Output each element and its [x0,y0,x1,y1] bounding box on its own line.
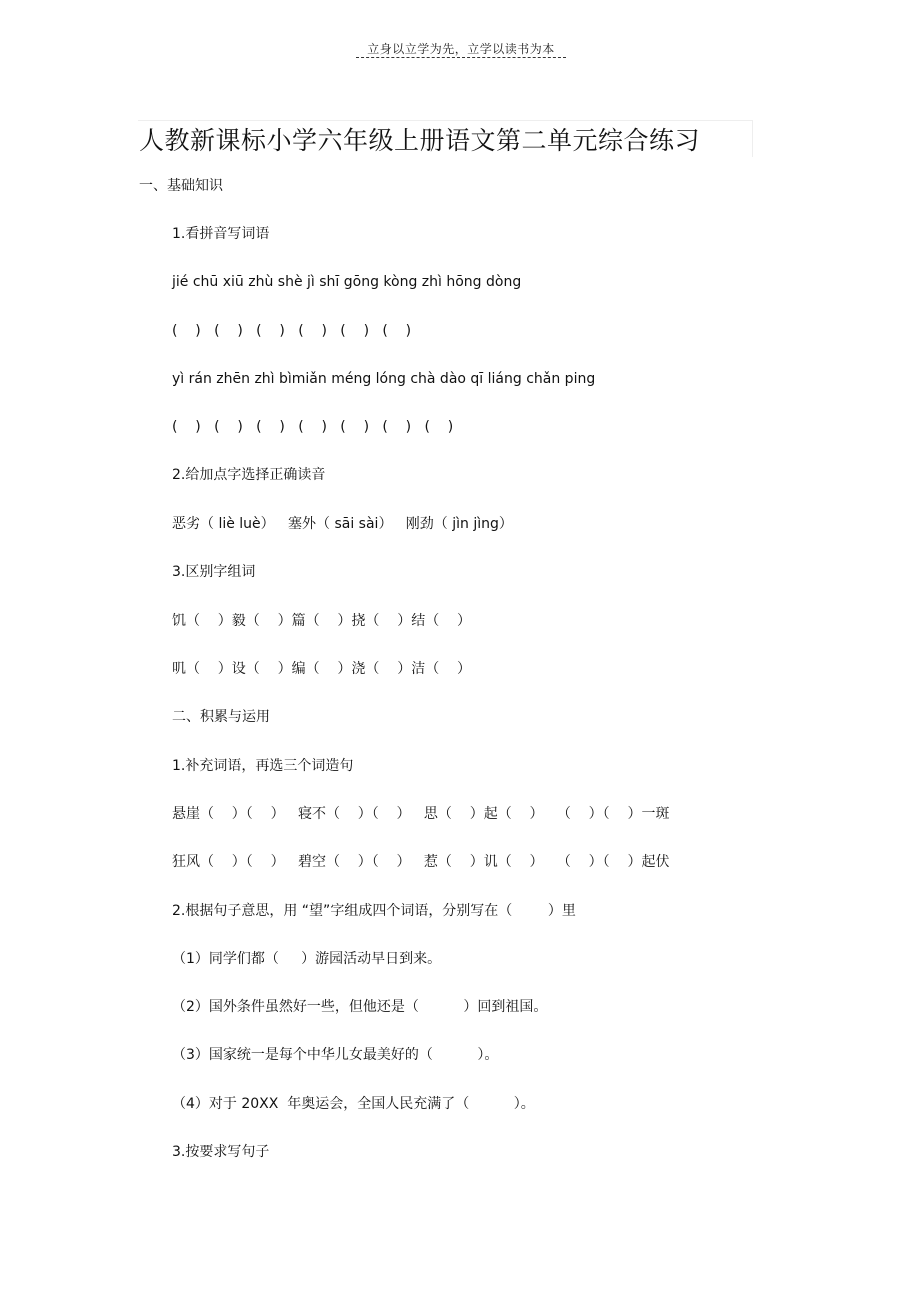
s2-q3-heading: 3.按要求写句子 [172,1144,270,1160]
q1-blanks-row2: ( ) ( ) ( ) ( ) ( ) ( ) ( ) [172,419,454,435]
q2-line: 恶劣（ liè luè） 塞外（ sāi sài） 刚劲（ jìn jìng） [172,516,513,532]
q1-heading: 1.看拼音写词语 [172,226,270,242]
s2-q2-item2: （2）国外条件虽然好一些，但他还是（ ）回到祖国。 [172,999,548,1015]
header-underline [356,57,566,58]
section2-heading: 二、积累与运用 [172,709,270,725]
q3-row2: 叽（ ）设（ ）编（ ）浇（ ）洁（ ） [172,661,472,677]
q3-row1: 饥（ ）毅（ ）篇（ ）挠（ ）结（ ） [172,613,472,629]
s2-q2-heading: 2.根据句子意思，用 “望”字组成四个词语，分别写在（ ）里 [172,903,576,919]
s2-q1-heading: 1.补充词语，再选三个词造句 [172,758,354,774]
s2-q2-item1: （1）同学们都（ ）游园活动早日到来。 [172,951,442,967]
s2-q2-item3: （3）国家统一是每个中华儿女最美好的（ ）。 [172,1047,499,1063]
s2-q1-row1: 悬崖（ ）（ ） 寝不（ ）（ ） 思（ ）起（ ） （ ）（ ）一斑 [172,806,670,822]
section1-heading: 一、基础知识 [139,178,223,194]
q3-heading: 3.区别字组词 [172,564,256,580]
q1-pinyin-row2: yì rán zhēn zhì bìmiǎn méng lóng chà dào qī liáng chǎn ping [172,371,596,387]
q1-blanks-row1: ( ) ( ) ( ) ( ) ( ) ( ) [172,323,412,339]
q2-heading: 2.给加点字选择正确读音 [172,467,326,483]
s2-q1-row2: 狂风（ ）（ ） 碧空（ ）（ ） 惹（ ）讥（ ） （ ）（ ）起伏 [172,854,670,870]
document-title: 人教新课标小学六年级上册语文第二单元综合练习 [139,126,701,155]
q1-pinyin-row1: jié chū xiū zhù shè jì shī gōng kòng zhì hōng dòng [172,274,522,290]
header-motto: 立身以立学为先，立学以读书为本 [367,42,555,56]
s2-q2-item4: （4）对于 20XX 年奥运会，全国人民充满了（ ）。 [172,1096,535,1112]
